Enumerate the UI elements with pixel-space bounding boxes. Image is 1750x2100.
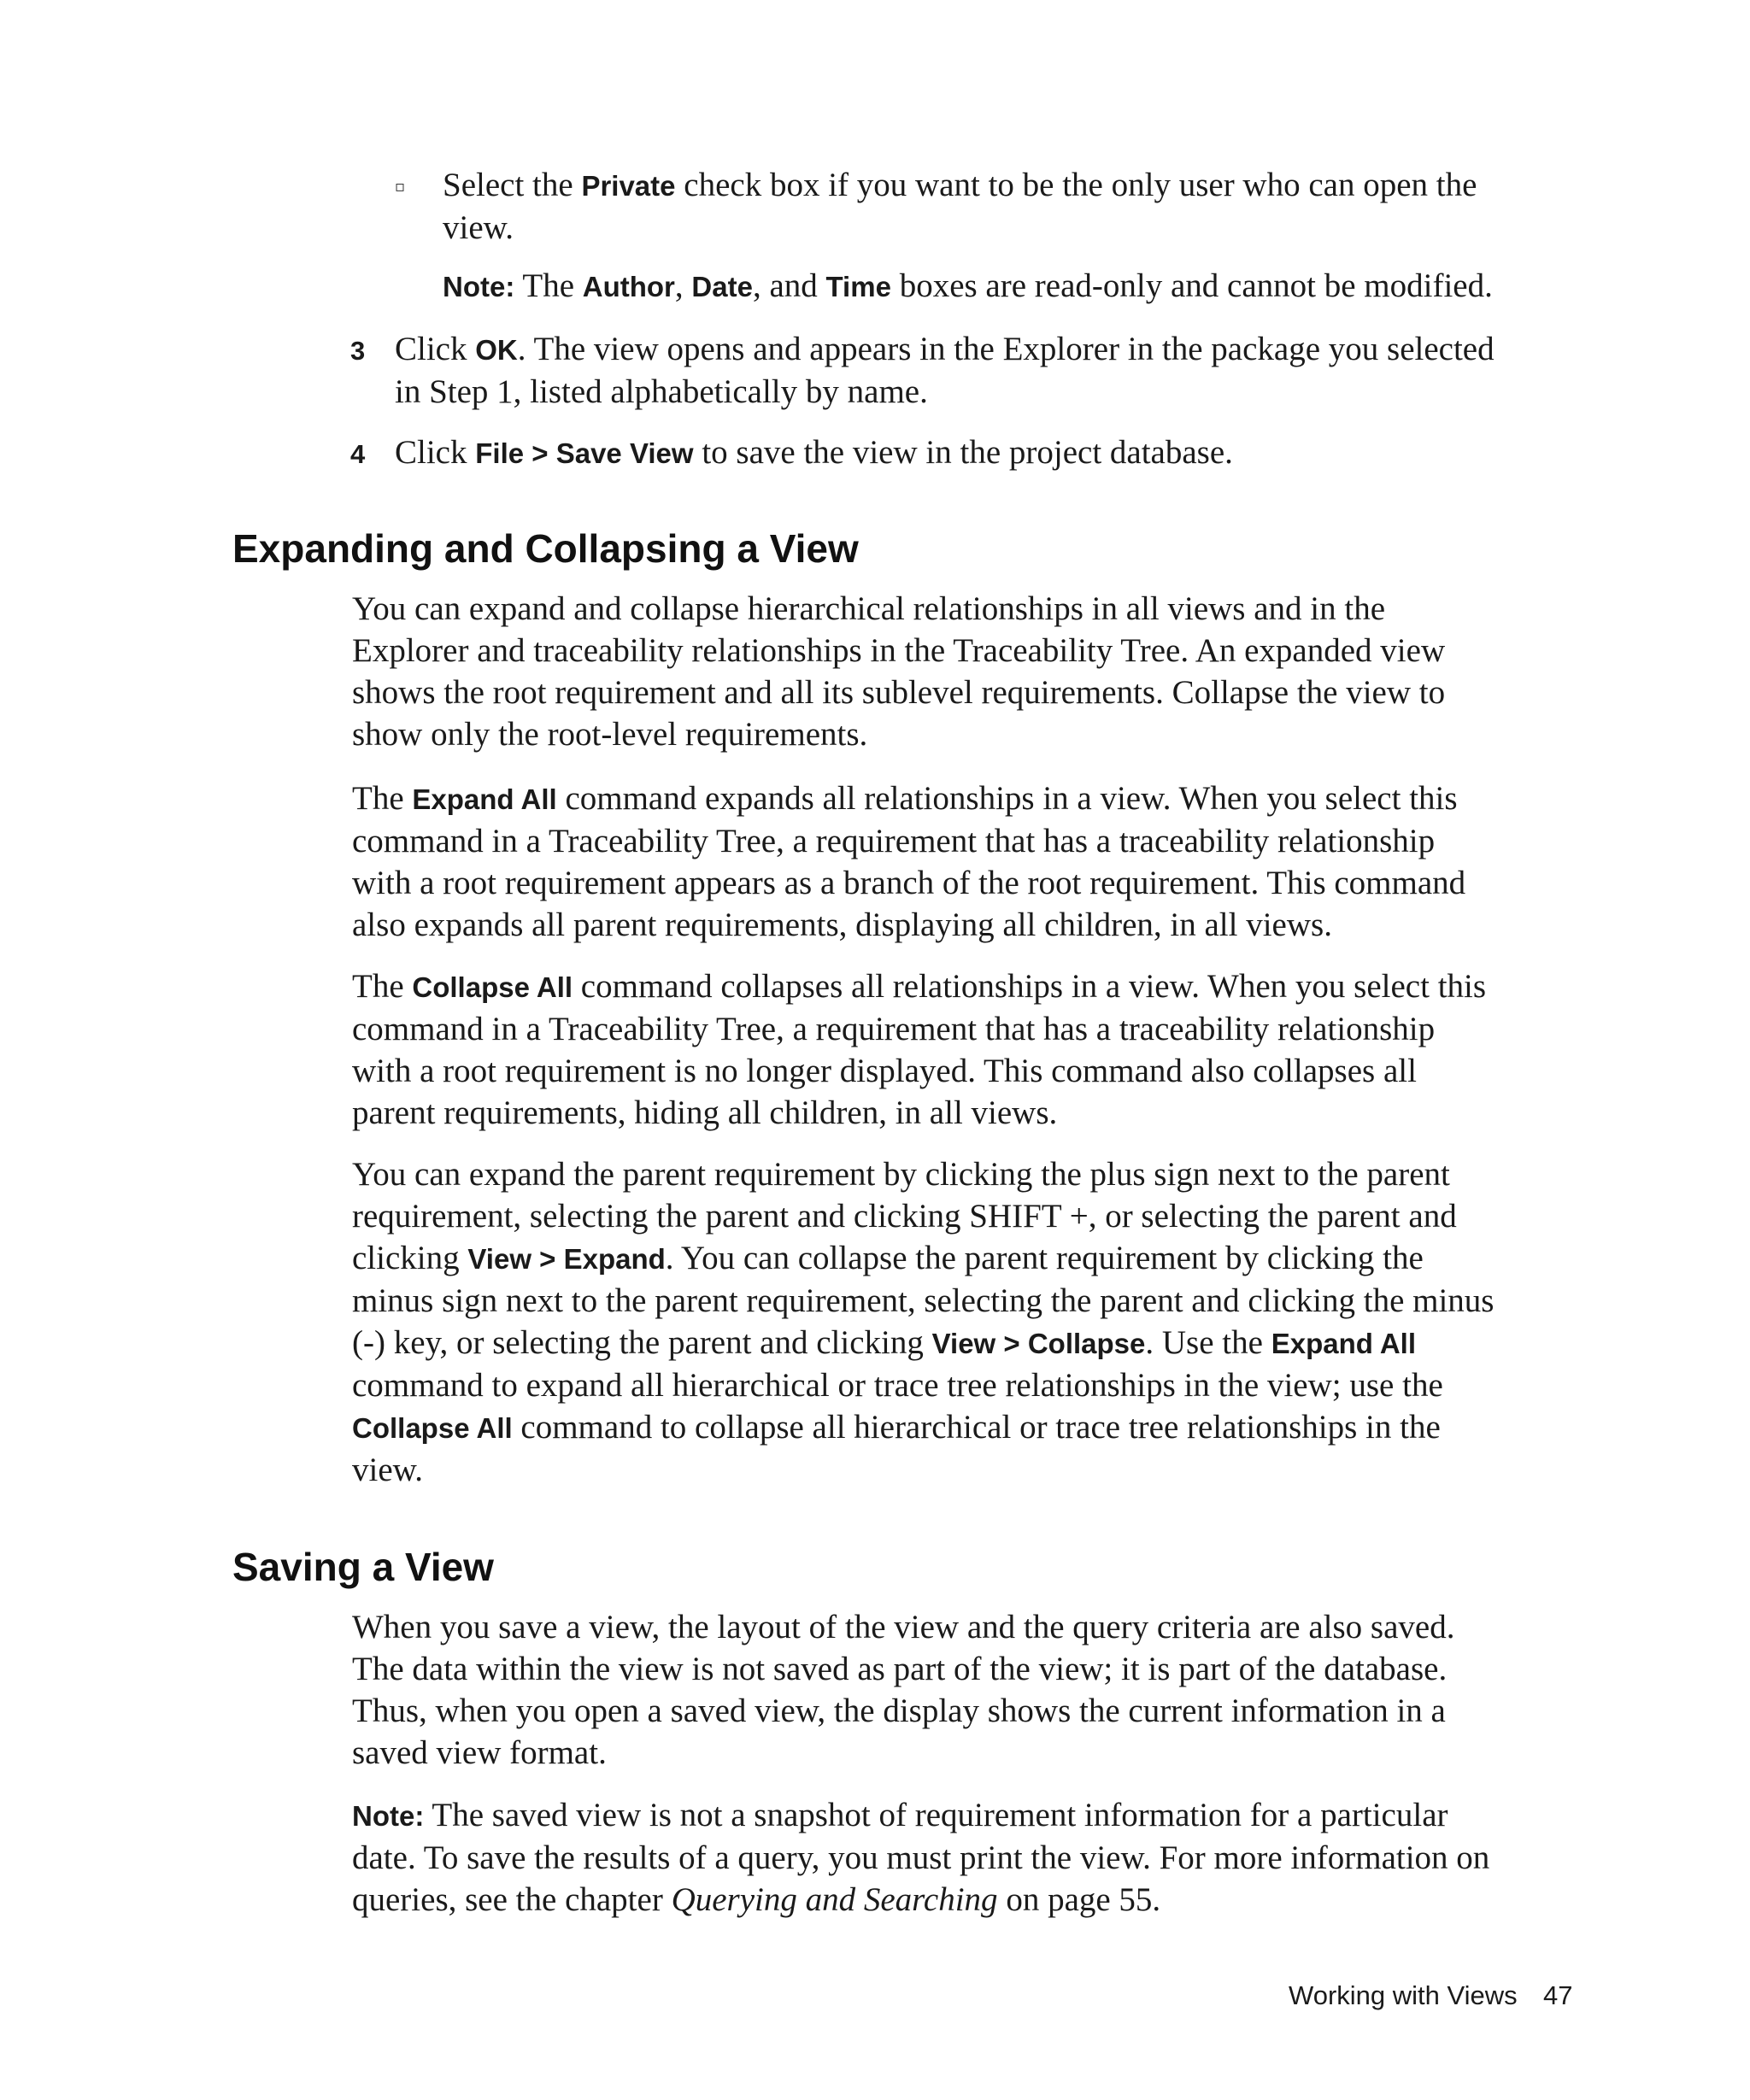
bullet-line-2: view. [443, 209, 514, 246]
ui-term-view-expand: View > Expand [467, 1243, 666, 1275]
bullet-line-1 [443, 164, 1477, 207]
text-line: command to expand all hierarchical or trace tree relationships in the view; use the [352, 1367, 1443, 1404]
text-line: also expands all parent requirements, displaying all children, in all views. [352, 906, 1332, 943]
ui-term-author: Author [582, 271, 675, 302]
ui-term-private: Private [581, 170, 676, 202]
text: boxes are read-only and cannot be modified. [890, 267, 1493, 304]
text-line: show only the root-level requirements. [352, 716, 868, 753]
text-line: parent requirements, hiding all children, in all views. [352, 1094, 1058, 1131]
text: The [352, 780, 413, 817]
text: , [674, 267, 692, 304]
text-line: Explorer and traceability relationships in the Traceability Tree. An expanded view [352, 632, 1446, 669]
text-line: You can expand the parent requirement by clicking the plus sign next to the parent [352, 1156, 1450, 1193]
step-4-line [395, 431, 1233, 474]
text-line [352, 1406, 1574, 1449]
text-line: The data within the view is not saved as part of the view; it is part of the database. [352, 1651, 1448, 1687]
text-line: You can expand and collapse hierarchical relationships in all views and in the [352, 590, 1386, 627]
text-line: minus sign next to the parent requirement, selecting the parent and clicking the minus [352, 1282, 1495, 1319]
step-3-line-1 [395, 328, 1495, 371]
ui-term-collapse-all: Collapse All [352, 1412, 513, 1444]
text: Select the [443, 167, 582, 203]
step-3-line-2: in Step 1, listed alphabetically by name. [395, 373, 928, 410]
text: command expands all relationships in a view. When you select this [556, 780, 1458, 817]
text: Click [395, 331, 476, 367]
text-line: view. [352, 1452, 424, 1488]
text-line [352, 1879, 1574, 1921]
text: to save the view in the project database. [693, 434, 1233, 471]
text: . Use the [1145, 1324, 1271, 1361]
chapter-reference: Querying and Searching [671, 1881, 998, 1918]
paragraph-saving-intro [352, 1606, 1574, 1774]
paragraph-expand-intro [352, 588, 1574, 755]
footer-title: Working with Views [1289, 1980, 1518, 2010]
text-line: requirement, selecting the parent and clicking SHIFT +, or selecting the parent and [352, 1198, 1457, 1235]
text: The [352, 968, 413, 1005]
text: (-) key, or selecting the parent and clicking [352, 1324, 932, 1361]
text-line: with a root requirement appears as a branch of the root requirement. This command [352, 865, 1466, 901]
text-line: with a root requirement is no longer displayed. This command also collapses all [352, 1053, 1417, 1089]
text: on page 55. [997, 1881, 1161, 1918]
note-saved-view [352, 1794, 1574, 1921]
ui-term-view-collapse: View > Collapse [931, 1328, 1146, 1359]
checkbox-bullet-icon: ▫ [395, 178, 406, 196]
paragraph-collapse-all [352, 965, 1574, 1134]
text: . You can collapse the parent requirement by clicking the [665, 1240, 1424, 1276]
text-line: Thus, when you open a saved view, the display shows the current information in a [352, 1692, 1446, 1729]
text-line: shows the root requirement and all its sublevel requirements. Collapse the view to [352, 674, 1446, 711]
note-label: Note: [443, 271, 515, 302]
text-line: date. To save the results of a query, you must print the view. For more information on [352, 1839, 1490, 1876]
step-number-3: 3 [350, 336, 366, 366]
ui-term-date: Date [691, 271, 753, 302]
text: The saved view is not a snapshot of requirement information for a particular [424, 1797, 1448, 1833]
ui-term-time: Time [825, 271, 891, 302]
text-line: command in a Traceability Tree, a requirement that has a traceability relationship [352, 1011, 1436, 1047]
ui-term-collapse-all: Collapse All [412, 971, 573, 1003]
note-readonly [443, 265, 1493, 308]
text: command to collapse all hierarchical or trace tree relationships in the [512, 1409, 1441, 1446]
text-line [352, 777, 1574, 820]
section-heading-expanding: Expanding and Collapsing a View [232, 526, 859, 571]
text-line [352, 1794, 1574, 1837]
paragraph-expand-all [352, 777, 1574, 946]
text-line [352, 1237, 1574, 1280]
text: check box if you want to be the only user who can open the [675, 167, 1477, 203]
text: The [514, 267, 583, 304]
text: clicking [352, 1240, 468, 1276]
page-number: 47 [1543, 1980, 1573, 2010]
text: queries, see the chapter [352, 1881, 672, 1918]
ui-term-expand-all: Expand All [412, 783, 557, 815]
text-line: saved view format. [352, 1734, 607, 1771]
text: command collapses all relationships in a view. When you select this [573, 968, 1487, 1005]
note-label: Note: [352, 1800, 425, 1832]
step-number-4: 4 [350, 439, 366, 469]
text-line: When you save a view, the layout of the view and the query criteria are also saved. [352, 1609, 1455, 1645]
text: . The view opens and appears in the Explorer in the package you selected [517, 331, 1495, 367]
text-line [352, 1322, 1574, 1364]
section-heading-saving: Saving a View [232, 1545, 494, 1589]
ui-term-file-save-view: File > Save View [475, 437, 694, 469]
text: , and [752, 267, 826, 304]
text: Click [395, 434, 476, 471]
ui-term-ok: OK [475, 334, 518, 366]
text-line [352, 965, 1574, 1008]
paragraph-expand-collapse-parent [352, 1153, 1574, 1491]
text-line: command in a Traceability Tree, a requirement that has a traceability relationship [352, 823, 1436, 859]
ui-term-expand-all: Expand All [1271, 1328, 1417, 1359]
